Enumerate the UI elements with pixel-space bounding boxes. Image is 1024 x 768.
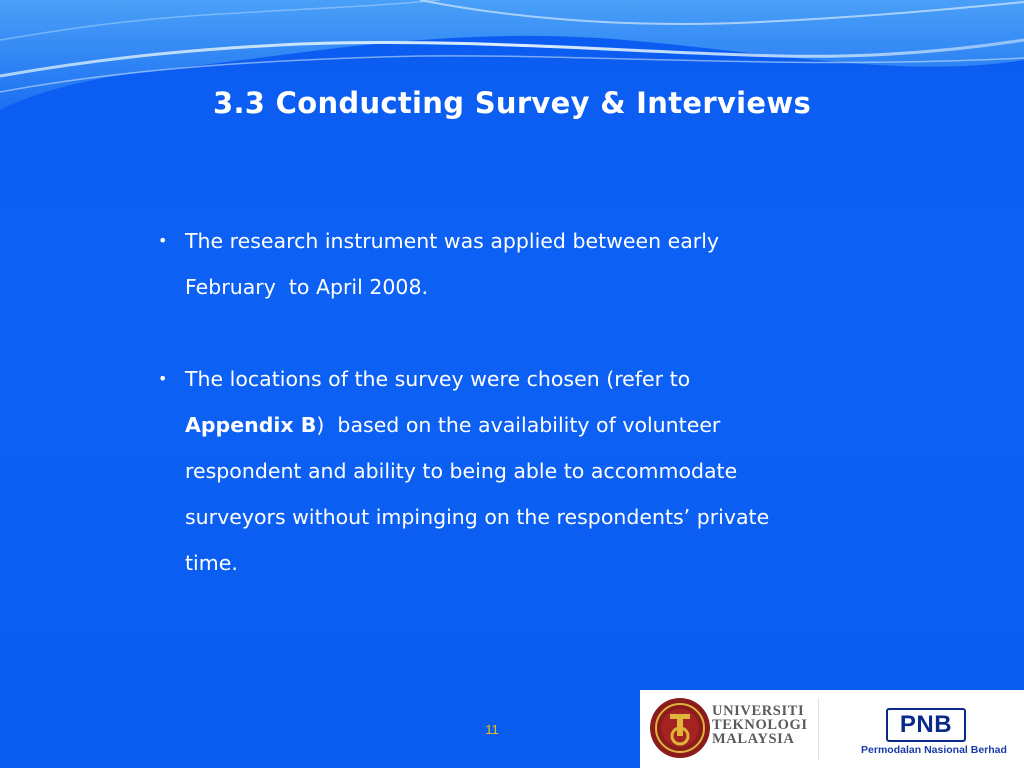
bullet-list (158, 218, 848, 586)
utm-line-2: TEKNOLOGI (712, 717, 808, 733)
pnb-logo-name: Permodalan Nasional Berhad (861, 744, 1007, 756)
bullet-icon: • (158, 369, 168, 388)
bullet-1-line-1: The research instrument was applied between early (185, 229, 720, 253)
page-number: 11 (485, 722, 499, 737)
bullet-item-1 (158, 218, 848, 310)
utm-logo-text (712, 704, 808, 746)
bullet-2-line-2 (185, 402, 848, 448)
bullet-2-line-5: time. (185, 551, 238, 575)
appendix-reference: Appendix B (185, 413, 317, 437)
slide-title: 3.3 Conducting Survey & Interviews (212, 86, 812, 120)
bullet-1-line-2: February to April 2008. (185, 275, 429, 299)
pnb-logo: PNB (886, 708, 966, 742)
bullet-2-line-1: The locations of the survey were chosen (refer to (185, 367, 691, 391)
bullet-2-line-3: respondent and ability to being able to accommodate (185, 459, 738, 483)
footer-logo-panel (640, 690, 1024, 768)
utm-crest-icon (648, 696, 712, 760)
bullet-2-line-2-rest: ) based on the availability of volunteer (316, 413, 721, 437)
utm-line-3: MALAYSIA (712, 731, 795, 747)
utm-line-1: UNIVERSITI (712, 703, 805, 719)
logo-divider (818, 698, 819, 760)
bullet-item-2 (158, 356, 848, 586)
bullet-2-line-4: surveyors without impinging on the respondents’ private (185, 505, 770, 529)
bullet-icon: • (158, 231, 168, 250)
